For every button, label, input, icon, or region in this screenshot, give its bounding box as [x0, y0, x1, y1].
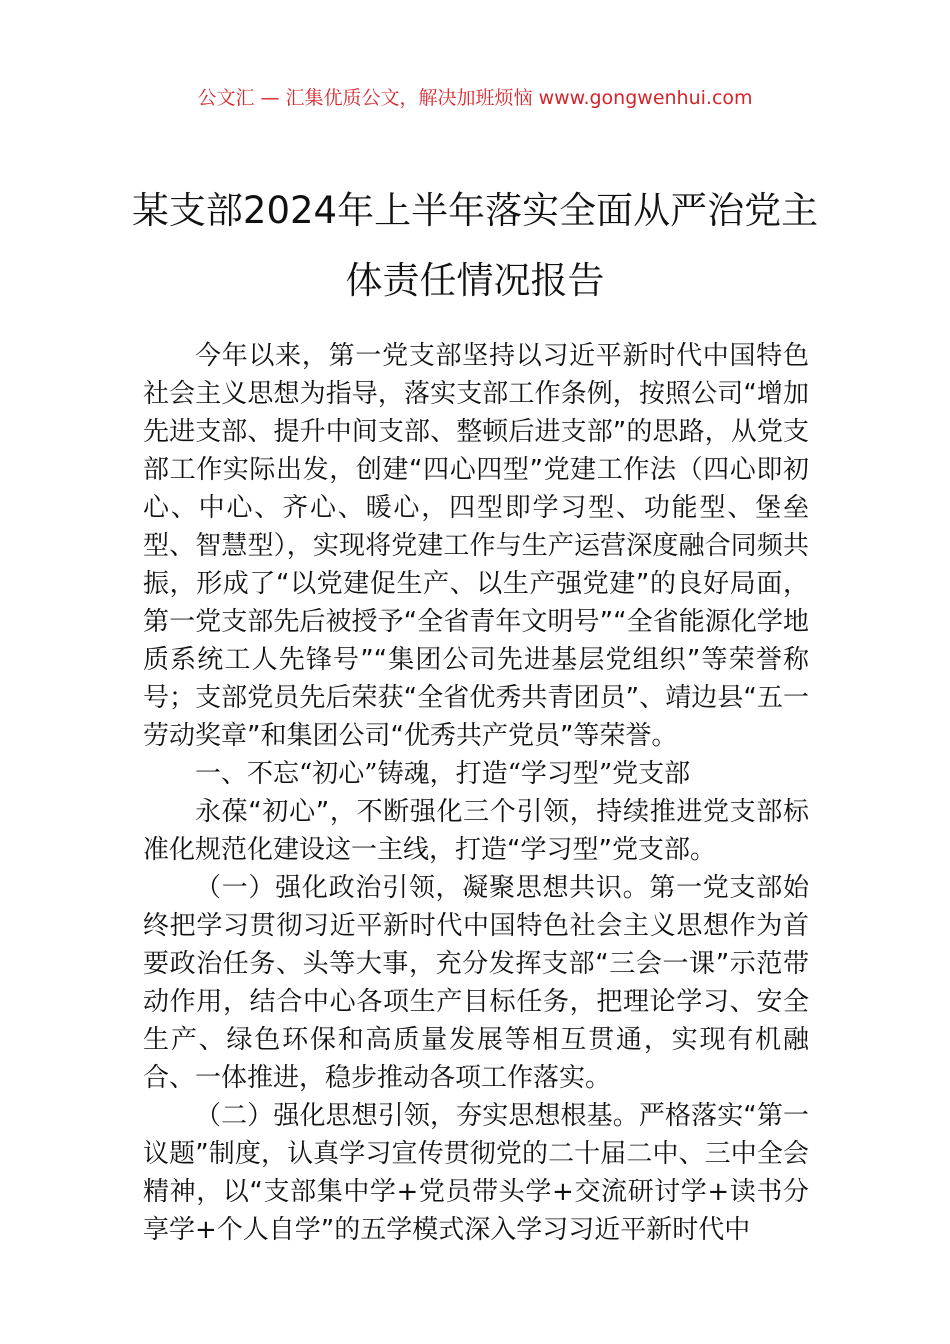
subsection-2-paragraph: （二）强化思想引领，夯实思想根基。严格落实“第一议题”制度，认真学习宣传贯彻党的二十届二中、三中全会精神，以“支部集中学+党员带头学+交流研讨学+读书分享学+个人自学”的五学模式深入学习习近平新时代中	[143, 1101, 809, 1245]
section-heading-1: 一、不忘“初心”铸魂，打造“学习型”党支部	[195, 759, 691, 789]
site-watermark: 公文汇 — 汇集优质公文，解决加班烦恼 www.gongwenhui.com	[197, 87, 753, 109]
section-intro-paragraph: 永葆“初心”，不断强化三个引领，持续推进党支部标准化规范化建设这一主线，打造“学习型”党支部。	[143, 797, 809, 865]
document-body	[143, 337, 809, 1249]
subsection-1-paragraph: （一）强化政治引领，凝聚思想共识。第一党支部始终把学习贯彻习近平新时代中国特色社会主义思想作为首要政治任务、头等大事，充分发挥支部“三会一课”示范带动作用，结合中心各项生产目标任务，把理论学习、安全生产、绿色环保和高质量发展等相互贯通，实现有机融合、一体推进，稳步推动各项工作落实。	[143, 873, 809, 1093]
intro-paragraph: 今年以来，第一党支部坚持以习近平新时代中国特色社会主义思想为指导，落实支部工作条例，按照公司“增加先进支部、提升中间支部、整顿后进支部”的思路，从党支部工作实际出发，创建“四心四型”党建工作法（四心即初心、中心、齐心、暖心，四型即学习型、功能型、堡垒型、智慧型），实现将党建工作与生产运营深度融合同频共振，形成了“以党建促生产、以生产强党建”的良好局面，第一党支部先后被授予“全省青年文明号”“全省能源化学地质系统工人先锋号”“集团公司先进基层党组织”等荣誉称号；支部党员先后荣获“全省优秀共青团员”、靖边县“五一劳动奖章”和集团公司“优秀共产党员”等荣誉。	[143, 341, 809, 751]
document-title: 某支部2024年上半年落实全面从严治党主体责任情况报告	[131, 189, 819, 302]
